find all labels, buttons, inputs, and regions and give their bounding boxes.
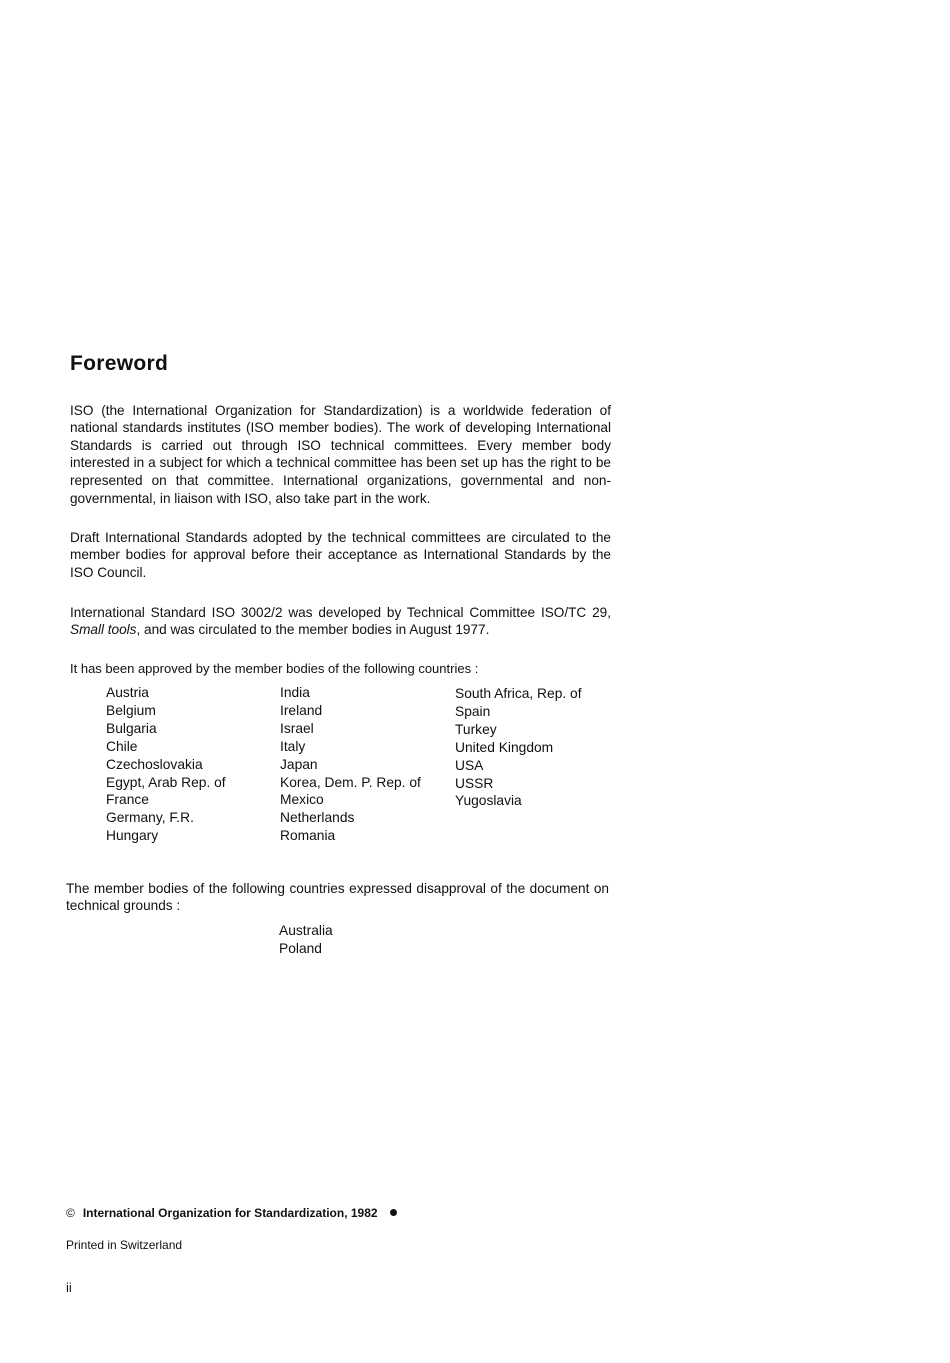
- country-item: Spain: [455, 703, 491, 719]
- copyright-text: International Organization for Standardization, 1982: [82, 1206, 378, 1220]
- country-item: South Africa, Rep. of: [455, 686, 582, 701]
- countries-column-3: [455, 685, 582, 810]
- country-item: Ireland: [280, 702, 323, 718]
- country-item: Romania: [280, 828, 336, 844]
- paragraph-draft-standards: Draft International Standards adopted by the technical committees are circulated to the member bodies for approval before their acceptance as International Standards by the ISO Council.: [70, 529, 611, 580]
- disapproving-countries-list: [279, 922, 333, 958]
- country-item: United Kingdom: [455, 739, 554, 755]
- committee-title: Small tools: [70, 622, 137, 638]
- country-item: Israel: [280, 720, 314, 736]
- country-item: Austria: [106, 685, 149, 700]
- paragraph-standard-text-start: International Standard ISO 3002/2 was developed by Technical Committee ISO/TC 29,: [70, 604, 611, 620]
- copyright-symbol: ©: [66, 1206, 75, 1220]
- country-item: Germany, F.R.: [106, 810, 194, 826]
- paragraph-standard-development: [70, 604, 611, 639]
- country-item: Korea, Dem. P. Rep. of: [280, 774, 421, 790]
- country-item: USA: [455, 757, 484, 773]
- country-item: France: [106, 792, 149, 808]
- foreword-heading: Foreword: [70, 352, 169, 375]
- paragraph-iso-intro: ISO (the International Organization for Standardization) is a worldwide federation of national standards institutes (ISO member bodies). The work of developing International Standards is carried out through ISO technical committees. Every member body interested in a subject for which a technical committee has been set up has the right to be represented on that committee. International organizations, governmental and non-governmental, in liaison with ISO, also take part in the work.: [70, 402, 611, 506]
- country-item: Netherlands: [280, 810, 355, 826]
- country-item: Bulgaria: [106, 720, 157, 736]
- copyright-line: [66, 1206, 397, 1220]
- country-item: Egypt, Arab Rep. of: [106, 774, 226, 790]
- country-item: Czechoslovakia: [106, 756, 203, 772]
- page-number: ii: [66, 1280, 72, 1295]
- country-item: Japan: [280, 756, 318, 772]
- country-item: Turkey: [455, 721, 497, 737]
- bullet-dot-icon: [390, 1209, 397, 1216]
- country-item: Belgium: [106, 702, 156, 718]
- country-item: USSR: [455, 775, 494, 791]
- country-item: Chile: [106, 738, 138, 754]
- country-item: Yugoslavia: [455, 793, 522, 809]
- paragraph-approval: It has been approved by the member bodies of the following countries :: [70, 661, 479, 676]
- paragraph-standard-text-end: , and was circulated to the member bodies in August 1977.: [136, 622, 490, 638]
- country-item: India: [280, 685, 310, 700]
- country-item: Hungary: [106, 828, 159, 844]
- country-item: Poland: [279, 940, 322, 956]
- countries-column-1: [106, 684, 226, 845]
- country-item: Australia: [279, 923, 333, 938]
- printed-location: Printed in Switzerland: [66, 1238, 183, 1252]
- country-item: Italy: [280, 738, 306, 754]
- paragraph-disapproval: The member bodies of the following countries expressed disapproval of the document on technical grounds :: [66, 880, 609, 914]
- country-item: Mexico: [280, 792, 324, 808]
- countries-column-2: [280, 684, 421, 845]
